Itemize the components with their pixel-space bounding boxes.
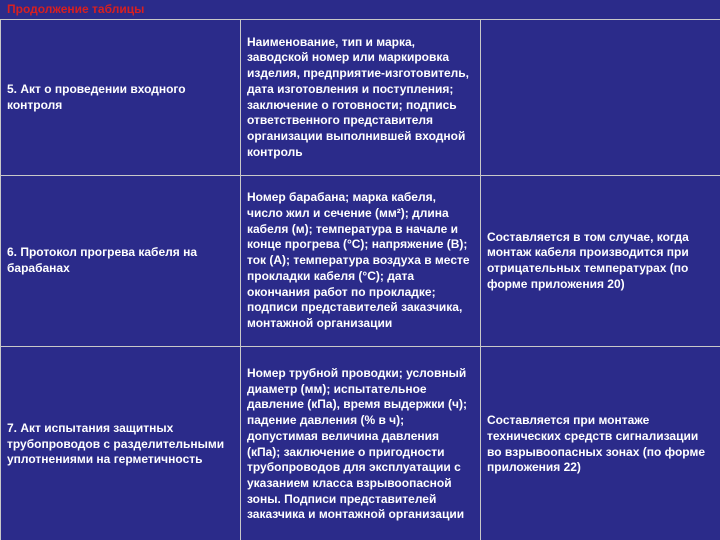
document-content-cell: Наименование, тип и марка, заводской номер или маркировка изделия, предприятие-изготовитель, дата изготовления и поступления; заключение о готовности; подпись ответственного представителя организации выполнившей входной контроль <box>241 20 481 176</box>
document-note-cell <box>481 20 720 176</box>
document-name-cell: 6. Протокол прогрева кабеля на барабанах <box>1 176 241 347</box>
document-name-cell: 5. Акт о проведении входного контроля <box>1 20 241 176</box>
document-content-cell: Номер барабана; марка кабеля, число жил и сечение (мм²); длина кабеля (м); температура в начале и конце прогрева (°С); напряжение (В); ток (А); температура воздуха в месте прокладки кабеля (°С); дата окончания работ по прокладке; подписи представителей заказчика, монтажной организации <box>241 176 481 347</box>
document-content-cell: Номер трубной проводки; условный диаметр (мм); испытательное давление (кПа), время выдержки (ч); падение давления (% в ч); допустимая величина давления (кПа); заключение о пригодности трубопроводов для эксплуатации с указанием класса взрывоопасной зоны. Подписи представителей заказчика и монтажной организации <box>241 347 481 540</box>
table-row <box>1 347 720 540</box>
table-row <box>1 176 720 347</box>
table-caption: Продолжение таблицы <box>7 2 145 16</box>
document-note-cell: Составляется в том случае, когда монтаж кабеля производится при отрицательных температурах (по форме приложения 20) <box>481 176 720 347</box>
table-row <box>1 20 720 176</box>
document-name-cell: 7. Акт испытания защитных трубопроводов с разделительными уплотнениями на герметичность <box>1 347 241 540</box>
documents-table <box>0 19 720 540</box>
document-note-cell: Составляется при монтаже технических средств сигнализации во взрывоопасных зонах (по форме приложения 22) <box>481 347 720 540</box>
